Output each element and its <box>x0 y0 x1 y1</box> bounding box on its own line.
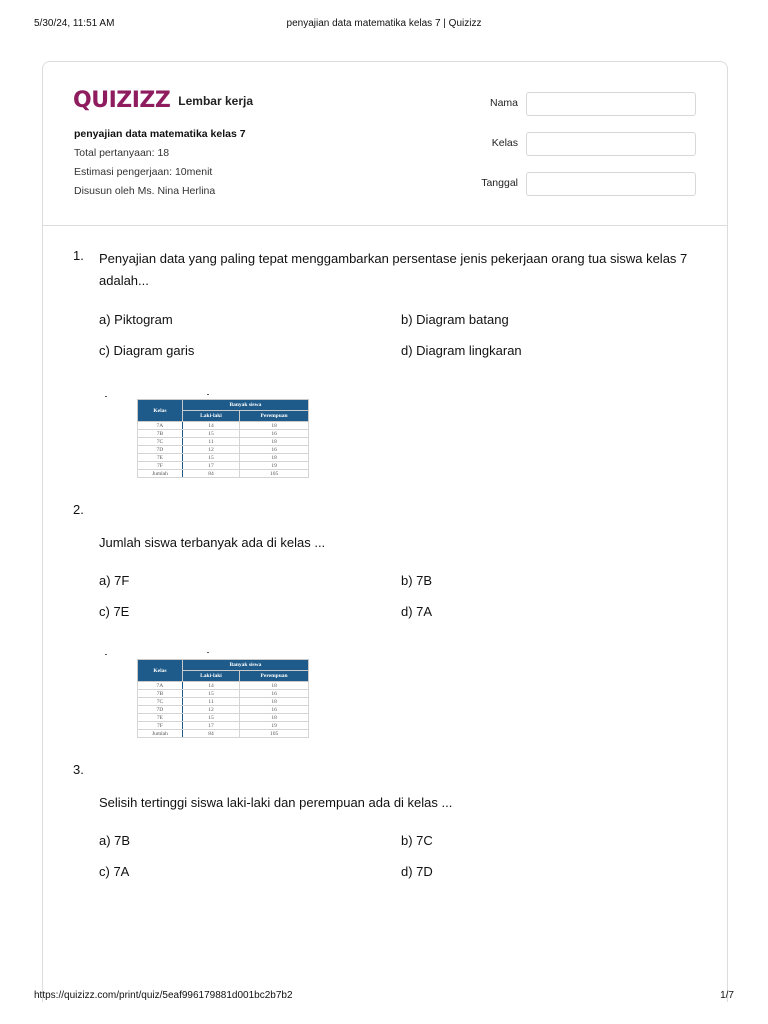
logo-text: QUIZIZZ <box>73 88 171 113</box>
worksheet <box>42 61 728 1002</box>
table-cell: 15 <box>182 454 239 462</box>
name-field <box>476 92 696 116</box>
question-number: 2. <box>73 502 84 517</box>
table-cell: 14 <box>182 682 239 690</box>
table-cell: 18 <box>240 698 309 706</box>
question-text: Jumlah siswa terbanyak ada di kelas ... <box>99 535 326 550</box>
quiz-meta <box>74 128 246 204</box>
table-cell: 18 <box>240 438 309 446</box>
table-cell: 84 <box>182 730 239 738</box>
table-cell: 7A <box>138 682 183 690</box>
table-cell: 18 <box>240 682 309 690</box>
table-cell: 11 <box>182 438 239 446</box>
table-cell: 19 <box>240 722 309 730</box>
student-table <box>137 399 309 478</box>
table-row <box>138 722 309 730</box>
table-cell: 7B <box>138 430 183 438</box>
table-row <box>138 438 309 446</box>
option-d: d) Diagram lingkaran <box>401 343 522 358</box>
table-row <box>138 714 309 722</box>
print-footer <box>34 990 734 1004</box>
table-cell: 7B <box>138 690 183 698</box>
date-label: Tanggal <box>481 177 518 189</box>
class-input[interactable] <box>526 132 696 156</box>
table-cell: 18 <box>240 454 309 462</box>
date-input[interactable] <box>526 172 696 196</box>
table-row <box>138 446 309 454</box>
option-a: a) 7F <box>99 573 130 588</box>
option-c: c) 7A <box>99 864 130 879</box>
table-cell: 7A <box>138 422 183 430</box>
option-b: b) Diagram batang <box>401 312 509 327</box>
table-cell: 7C <box>138 438 183 446</box>
table-cell: 16 <box>240 690 309 698</box>
table-cell: 17 <box>182 462 239 470</box>
header-female: Perempuan <box>240 411 309 422</box>
quiz-title: penyajian data matematika kelas 7 <box>74 128 246 140</box>
student-fields <box>476 92 696 212</box>
header-group: Banyak siswa <box>182 400 308 411</box>
name-input[interactable] <box>526 92 696 116</box>
question-1 <box>73 248 697 368</box>
table-cell: 7F <box>138 722 183 730</box>
table-cell: 15 <box>182 714 239 722</box>
print-page-title: penyajian data matematika kelas 7 | Quizizz <box>286 18 482 29</box>
question-2 <box>73 502 697 642</box>
header-male: Laki-laki <box>182 671 239 682</box>
quizizz-logo <box>73 88 170 113</box>
table-row <box>138 430 309 438</box>
print-header <box>34 18 734 32</box>
table-row <box>138 422 309 430</box>
question-text: Selisih tertinggi siswa laki-laki dan perempuan ada di kelas ... <box>99 795 453 810</box>
question-number: 1. <box>73 248 84 263</box>
header-kelas: Kelas <box>138 660 183 682</box>
option-a: a) Piktogram <box>99 312 173 327</box>
print-datetime: 5/30/24, 11:51 AM <box>34 18 115 29</box>
table-cell: Jumlah <box>138 730 183 738</box>
table-row <box>138 730 309 738</box>
option-a: a) 7B <box>99 833 131 848</box>
student-table <box>137 659 309 738</box>
option-d: d) 7A <box>401 604 433 619</box>
table-row <box>138 698 309 706</box>
table-row <box>138 682 309 690</box>
class-label: Kelas <box>491 137 518 149</box>
table-cell: 7D <box>138 446 183 454</box>
table-cell: 16 <box>240 446 309 454</box>
option-b: b) 7B <box>401 573 433 588</box>
table-row <box>138 706 309 714</box>
total-questions: Total pertanyaan: 18 <box>74 147 170 159</box>
print-url: https://quizizz.com/print/quiz/5eaf996179881d001bc2b7b2 <box>34 990 293 1001</box>
page-number: 1/7 <box>720 990 734 1001</box>
header-female: Perempuan <box>240 671 309 682</box>
table-cell: 12 <box>182 706 239 714</box>
table-cell: 16 <box>240 430 309 438</box>
option-c: c) 7E <box>99 604 130 619</box>
header-group: Banyak siswa <box>182 660 308 671</box>
sheet-type: Lembar kerja <box>178 93 254 108</box>
table-row <box>138 690 309 698</box>
table-row <box>138 470 309 478</box>
date-field <box>476 172 696 196</box>
table-cell: 16 <box>240 706 309 714</box>
table-cell: 17 <box>182 722 239 730</box>
table-cell: 18 <box>240 714 309 722</box>
table-row <box>138 454 309 462</box>
worksheet-header <box>43 62 727 226</box>
option-c: c) Diagram garis <box>99 343 195 358</box>
table-cell: 15 <box>182 690 239 698</box>
table-cell: 7D <box>138 706 183 714</box>
table-cell: 19 <box>240 462 309 470</box>
option-d: d) 7D <box>401 864 433 879</box>
duration: Estimasi pengerjaan: 10menit <box>74 166 213 178</box>
table-cell: 15 <box>182 430 239 438</box>
header-kelas: Kelas <box>138 400 183 422</box>
table-cell: Jumlah <box>138 470 183 478</box>
option-b: b) 7C <box>401 833 433 848</box>
table-cell: 7F <box>138 462 183 470</box>
name-label: Nama <box>489 97 518 109</box>
table-cell: 7E <box>138 454 183 462</box>
table-cell: 105 <box>240 470 309 478</box>
table-cell: 12 <box>182 446 239 454</box>
author: Disusun oleh Ms. Nina Herlina <box>74 185 216 197</box>
table-row <box>138 462 309 470</box>
table-cell: 7E <box>138 714 183 722</box>
header-male: Laki-laki <box>182 411 239 422</box>
table-cell: 18 <box>240 422 309 430</box>
class-field <box>476 132 696 156</box>
question-number: 3. <box>73 762 84 777</box>
table-cell: 11 <box>182 698 239 706</box>
question-text: Penyajian data yang paling tepat menggambarkan persentase jenis pekerjaan orang tua siswa kelas 7 adalah... <box>99 251 688 288</box>
table-cell: 84 <box>182 470 239 478</box>
table-cell: 14 <box>182 422 239 430</box>
table-cell: 7C <box>138 698 183 706</box>
table-cell: 105 <box>240 730 309 738</box>
question-3 <box>73 762 697 902</box>
